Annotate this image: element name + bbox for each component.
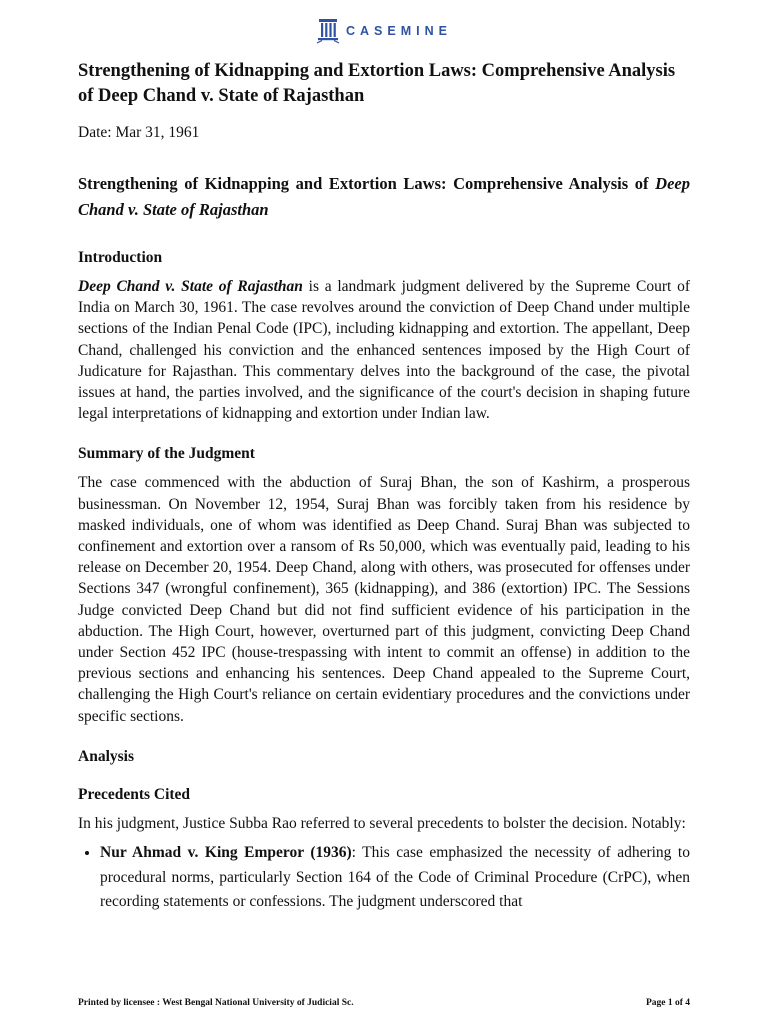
list-item — [100, 841, 690, 915]
pillars-logo-icon — [316, 18, 340, 44]
section-title-prefix: Strengthening of Kidnapping and Extortion Laws: Comprehensive Analysis of — [78, 174, 649, 193]
brand-logo[interactable] — [316, 18, 452, 44]
introduction-heading: Introduction — [78, 249, 163, 266]
precedents-heading: Precedents Cited — [78, 785, 191, 803]
document-date: Date: Mar 31, 1961 — [78, 124, 200, 141]
introduction-paragraph — [78, 276, 690, 424]
intro-case-name: Deep Chand v. State of Rajasthan — [78, 278, 303, 295]
page-title: Strengthening of Kidnapping and Extortion Laws: Comprehensive Analysis of Deep Chand v. State of Rajasthan — [78, 61, 676, 106]
precedents-intro: In his judgment, Justice Subba Rao referred to several precedents to bolster the decision. Notably: — [78, 814, 686, 832]
intro-text: is a landmark judgment delivered by the Supreme Court of India on March 30, 1961. The case revolves around the conviction of Deep Chand under multiple sections of the Indian Penal Code (IPC), including kidnapping and extortion. The appellant, Deep Chand, challenged his conviction and the enhanced sentences imposed by the High Court of Judicature for Rajasthan. This commentary delves into the background of the case, the pivotal issues at hand, the parties involved, and the significance of the court's decision in shaping future legal interpretations of kidnapping and extortion under Indian law. — [78, 278, 690, 423]
footer-licensee: Printed by licensee : West Bengal National University of Judicial Sc. — [78, 998, 354, 1008]
precedents-list — [78, 841, 690, 915]
summary-heading: Summary of the Judgment — [78, 445, 255, 463]
brand-name: CASEMINE — [346, 24, 452, 38]
precedent-text: : This case emphasized the necessity of adhering to procedural norms, particularly Section 164 of the Code of Criminal Procedure (CrPC), when recording statements or confessions. The judgment underscored that — [100, 844, 690, 911]
section-title — [78, 171, 690, 223]
summary-paragraph: The case commenced with the abduction of Suraj Bhan, the son of Kashirm, a prosperous businessman. On November 12, 1954, Suraj Bhan was forcibly taken from his residence by masked individuals, one of whom was identified as Deep Chand. Suraj Bhan was subjected to confinement and extortion over a ransom of Rs 50,000, which was eventually paid, leading to his release on December 20, 1954. Deep Chand, along with others, was prosecuted for offenses under Sections 347 (wrongful confinement), 365 (kidnapping), and 386 (extortion) IPC. The Sessions Judge convicted Deep Chand but did not find sufficient evidence of his participation in the abduction. The High Court, however, overturned part of this judgment, convicting Deep Chand under Section 452 IPC (house-trespassing with intent to commit an offense) in addition to the previous sections and enhancing his sentences. Deep Chand appealed to the Supreme Court, challenging the High Court's reliance on certain evidentiary procedures and the convictions under specific sections. — [78, 474, 690, 725]
document-body — [78, 59, 690, 915]
page-number: Page 1 of 4 — [645, 998, 690, 1008]
analysis-heading: Analysis — [78, 747, 134, 765]
header-logo — [0, 16, 768, 46]
section-title-case: Deep Chand v. State of Rajasthan — [78, 174, 690, 219]
page-footer — [78, 998, 690, 1008]
precedent-title: Nur Ahmad v. King Emperor (1936) — [100, 844, 352, 862]
